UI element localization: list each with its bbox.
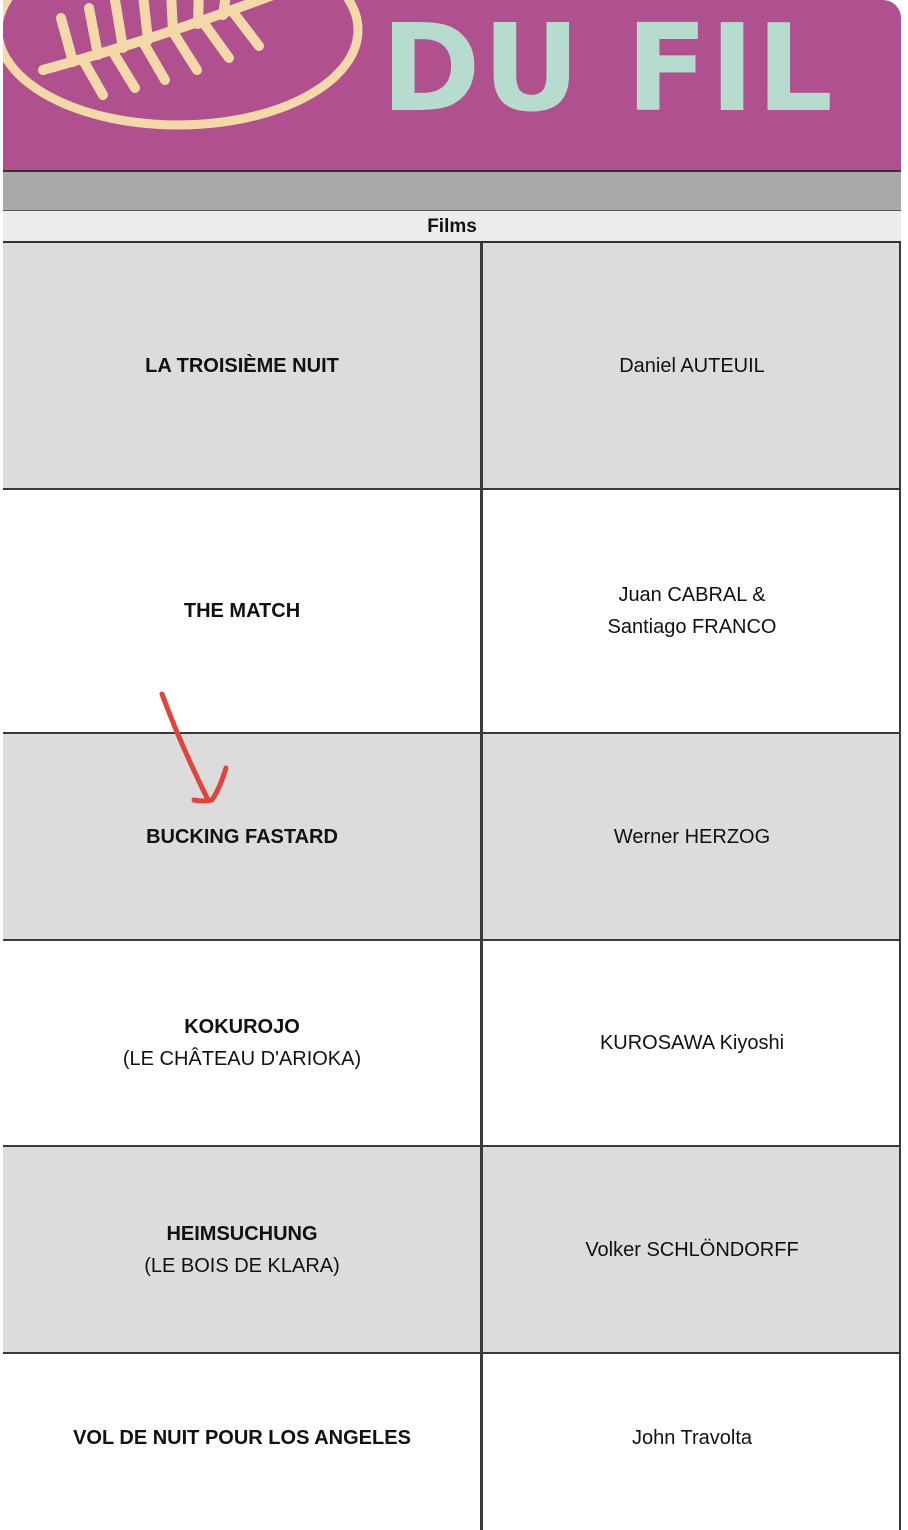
director-name: Werner HERZOG	[613, 825, 771, 848]
director-name: Volker SCHLÖNDORFF	[585, 1238, 799, 1261]
grey-band	[3, 172, 901, 210]
table-row	[3, 734, 901, 941]
film-title-cell	[3, 490, 481, 732]
film-title: BUCKING FASTARD	[146, 825, 338, 848]
film-title-cell	[3, 734, 481, 939]
director-name: KUROSAWA Kiyoshi	[599, 1032, 785, 1054]
festival-banner	[3, 0, 901, 172]
film-title: HEIMSUCHUNG	[166, 1222, 318, 1245]
film-title: THE MATCH	[183, 600, 301, 622]
director-cell	[483, 941, 901, 1145]
film-title: VOL DE NUIT POUR LOS ANGELES	[73, 1427, 411, 1449]
director-cell	[483, 734, 901, 939]
column-divider	[480, 243, 483, 1530]
director-name: Juan CABRAL &	[618, 584, 766, 606]
film-title-cell	[3, 1346, 481, 1530]
film-french-title: (LE CHÂTEAU D'ARIOKA)	[122, 1048, 362, 1070]
table-row	[3, 941, 901, 1147]
table-row	[3, 243, 901, 490]
palm-logo-icon	[3, 0, 363, 172]
film-title-cell	[3, 941, 481, 1145]
film-french-title: (LE BOIS DE KLARA)	[144, 1254, 340, 1277]
director-cell	[483, 490, 901, 732]
table-row	[3, 1354, 901, 1530]
table-row	[3, 1147, 901, 1354]
film-title-cell	[3, 1147, 481, 1352]
film-title-cell	[3, 243, 481, 488]
director-name: Daniel AUTEUIL	[619, 354, 765, 377]
films-column-header: Films	[3, 210, 901, 243]
film-title: KOKUROJO	[184, 1016, 300, 1038]
film-title: LA TROISIÈME NUIT	[145, 354, 339, 377]
banner-title: DU FIL	[381, 0, 835, 139]
director-cell	[483, 1346, 901, 1530]
director-name-second-line: Santiago FRANCO	[607, 616, 777, 638]
director-cell	[483, 1147, 901, 1352]
table-right-border	[899, 243, 901, 1530]
director-cell	[483, 243, 901, 488]
director-name: John Travolta	[631, 1427, 753, 1449]
table-row	[3, 490, 901, 734]
